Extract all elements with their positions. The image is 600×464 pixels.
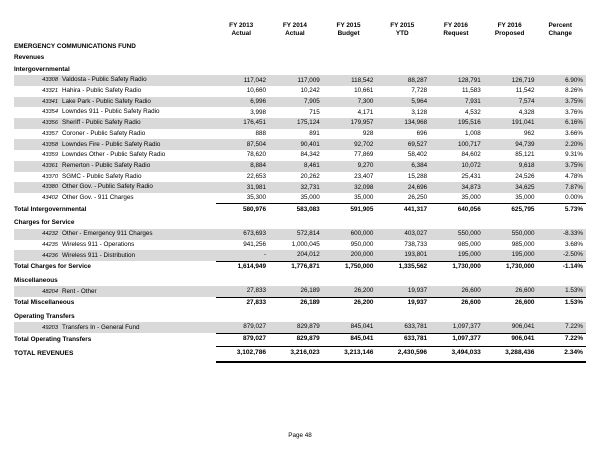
- section-header-row: [14, 310, 586, 322]
- cell-value: 100,717: [431, 139, 485, 150]
- cell-value: 4,171: [357, 108, 374, 116]
- cell-value: 1,730,000: [485, 261, 539, 274]
- cell-value: 906,041: [485, 322, 539, 333]
- cell-value: 441,317: [377, 204, 431, 217]
- cell-value: 4,328: [518, 108, 535, 116]
- header-line2: YTD: [395, 30, 409, 37]
- cell-value: 32,098: [324, 182, 378, 193]
- cell-value: 8,461: [270, 161, 324, 172]
- cell-value: 35,000: [515, 194, 535, 202]
- cell-value: 35,000: [354, 194, 374, 202]
- cell-value: 1,614,949: [216, 261, 270, 274]
- row-label: [14, 286, 216, 297]
- table-row: [14, 129, 586, 140]
- cell-value: 24,696: [377, 182, 431, 193]
- cell-value: 90,401: [270, 139, 324, 150]
- cell-value: 3,216,023: [270, 347, 324, 362]
- column-header-percent-change: [538, 22, 586, 41]
- section-total-label: Total Miscellaneous: [14, 299, 75, 307]
- cell-value: 88,287: [377, 75, 431, 86]
- cell-value: 985,000: [458, 240, 481, 248]
- budget-revenues-table: [14, 0, 586, 363]
- cell-value: 3,998: [250, 108, 267, 116]
- cell-value: 7,300: [324, 97, 378, 108]
- cell-value: 23,407: [354, 172, 374, 180]
- cell-value: 5,964: [377, 97, 431, 108]
- cell-value: 3,213,146: [324, 347, 378, 362]
- cell-percent-change: 3.68%: [565, 240, 583, 248]
- cell-value: 22,653: [246, 172, 267, 180]
- cell-value: 572,814: [270, 229, 324, 240]
- cell-value: 906,041: [485, 333, 539, 346]
- cell-value: 941,256: [243, 240, 267, 248]
- table-row: [14, 286, 586, 297]
- section-total-row: [14, 297, 586, 310]
- column-header-fy2015-ytd: [377, 22, 431, 41]
- cell-value: 10,242: [300, 87, 320, 95]
- table-row: [14, 229, 586, 240]
- cell-value: 26,189: [270, 297, 324, 310]
- cell-value: 845,041: [324, 333, 378, 346]
- cell-percent-change: -2.50%: [538, 250, 586, 261]
- table-row: [14, 86, 586, 97]
- cell-percent-change: 1.53%: [538, 297, 586, 310]
- account-description: Wireless 911 - Operations: [62, 240, 135, 248]
- account-code: 43341: [42, 98, 58, 105]
- cell-value: 10,660: [246, 87, 267, 95]
- header-line1: FY 2014: [282, 22, 307, 29]
- table-row: [14, 139, 586, 150]
- account-description: Lowndes 911 - Public Safety Radio: [62, 108, 160, 116]
- cell-value: 84,342: [300, 151, 320, 159]
- row-label: [14, 172, 216, 183]
- section-total-row: [14, 333, 586, 346]
- cell-value: 3,288,436: [485, 347, 539, 362]
- table-row: [14, 150, 586, 161]
- header-line1: FY 2015: [390, 22, 415, 29]
- cell-value: 633,781: [377, 322, 431, 333]
- account-code: 44232: [42, 231, 58, 238]
- cell-value: 9,618: [485, 161, 539, 172]
- table-row: [14, 75, 586, 86]
- cell-value: 19,937: [377, 297, 431, 310]
- account-code: 49203: [42, 324, 58, 331]
- section-total-row: [14, 261, 586, 274]
- cell-value: 928: [362, 130, 374, 138]
- cell-percent-change: 3.75%: [538, 161, 586, 172]
- cell-value: 26,600: [485, 286, 539, 297]
- account-code: 43358: [42, 141, 58, 148]
- cell-value: 1,097,377: [431, 333, 485, 346]
- grand-total-label: TOTAL REVENUES: [14, 349, 74, 357]
- cell-value: 195,000: [431, 250, 485, 261]
- row-label: [14, 107, 216, 118]
- row-label: [14, 75, 216, 86]
- cell-value: 7,931: [431, 97, 485, 108]
- cell-value: 26,250: [407, 194, 428, 202]
- column-header-fy2016-proposed: [485, 22, 539, 41]
- cell-value: 94,739: [485, 139, 539, 150]
- section-title: Charges for Service: [14, 219, 75, 227]
- cell-value: 204,012: [270, 250, 324, 261]
- section-total-label: Total Charges for Service: [14, 263, 91, 271]
- cell-value: 117,009: [270, 75, 324, 86]
- cell-value: 27,833: [216, 297, 270, 310]
- cell-value: 84,602: [461, 151, 481, 159]
- cell-value: 10,072: [431, 161, 485, 172]
- table-row: [14, 107, 586, 118]
- header-line2: Actual: [285, 30, 305, 37]
- cell-value: 191,041: [485, 118, 539, 129]
- cell-value: 1,097,377: [431, 322, 485, 333]
- cell-value: 1,776,871: [270, 261, 324, 274]
- cell-value: 845,041: [324, 322, 378, 333]
- account-description: Coroner - Public Safety Radio: [62, 129, 146, 137]
- cell-value: 580,976: [216, 204, 270, 217]
- cell-percent-change: 2.34%: [538, 347, 586, 362]
- cell-percent-change: 0.00%: [565, 194, 583, 202]
- cell-percent-change: 3.75%: [538, 97, 586, 108]
- account-code: 44236: [42, 252, 58, 259]
- cell-value: 3,128: [411, 108, 428, 116]
- cell-value: 591,905: [324, 204, 378, 217]
- row-label: [14, 322, 216, 333]
- section-header-row: [14, 63, 586, 75]
- header-line1: FY 2016: [497, 22, 522, 29]
- cell-value: 633,781: [377, 333, 431, 346]
- cell-value: 78,620: [246, 151, 267, 159]
- group-title: Revenues: [14, 53, 45, 61]
- section-total-row: [14, 204, 586, 217]
- row-label: [14, 182, 216, 193]
- cell-value: 126,719: [485, 75, 539, 86]
- cell-value: 829,879: [270, 322, 324, 333]
- account-description: Rent - Other: [62, 287, 97, 295]
- row-label: [14, 86, 216, 97]
- cell-value: 7,728: [411, 87, 428, 95]
- cell-value: 58,402: [407, 151, 428, 159]
- account-code: 43357: [42, 130, 58, 137]
- column-header-label: [14, 22, 216, 41]
- cell-value: 1,008: [465, 130, 481, 138]
- cell-value: 195,000: [485, 250, 539, 261]
- row-label: [14, 161, 216, 172]
- header-line1: FY 2016: [443, 22, 468, 29]
- cell-value: 673,693: [216, 229, 270, 240]
- header-line2: Change: [548, 30, 572, 37]
- header-line1: FY 2013: [229, 22, 254, 29]
- section-title: Intergovernmental: [14, 65, 70, 73]
- table-row: [14, 172, 586, 183]
- cell-value: 175,124: [270, 118, 324, 129]
- column-header-row: [14, 22, 586, 41]
- row-label: [14, 139, 216, 150]
- account-description: Lowndes Other - Public Safety Radio: [62, 151, 166, 159]
- table-row: [14, 250, 586, 261]
- cell-value: 118,542: [324, 75, 378, 86]
- cell-value: 550,000: [485, 229, 539, 240]
- cell-percent-change: 4.78%: [565, 172, 583, 180]
- cell-value: 26,600: [431, 297, 485, 310]
- cell-percent-change: 3.76%: [565, 108, 583, 116]
- column-header-fy2015-budget: [324, 22, 378, 41]
- account-code: 43354: [42, 109, 58, 116]
- top-margin-spacer: [14, 0, 586, 22]
- cell-percent-change: -1.14%: [538, 261, 586, 274]
- header-line1: FY 2015: [336, 22, 361, 29]
- account-description: Wireless 911 - Distribution: [62, 251, 136, 259]
- cell-value: 34,873: [431, 182, 485, 193]
- cell-percent-change: -8.33%: [538, 229, 586, 240]
- cell-value: 403,027: [377, 229, 431, 240]
- cell-value: 15,288: [407, 172, 428, 180]
- page-footer: [0, 432, 600, 439]
- cell-value: 600,000: [324, 229, 378, 240]
- table-row: [14, 322, 586, 333]
- cell-value: 35,000: [461, 194, 481, 202]
- cell-value: 69,527: [377, 139, 431, 150]
- section-title: Miscellaneous: [14, 276, 58, 284]
- cell-value: 24,526: [515, 172, 535, 180]
- cell-value: 25,431: [461, 172, 481, 180]
- cell-value: 26,189: [270, 286, 324, 297]
- cell-value: 9,270: [324, 161, 378, 172]
- cell-value: 32,731: [270, 182, 324, 193]
- cell-percent-change: 5.73%: [538, 204, 586, 217]
- cell-value: 550,000: [431, 229, 485, 240]
- cell-percent-change: 3.66%: [565, 130, 583, 138]
- cell-value: 738,733: [404, 240, 428, 248]
- cell-value: 3,494,033: [431, 347, 485, 362]
- cell-value: 1,335,562: [377, 261, 431, 274]
- table-body: [14, 41, 586, 362]
- cell-value: 8,884: [216, 161, 270, 172]
- table-row: [14, 182, 586, 193]
- cell-value: 829,879: [270, 333, 324, 346]
- account-code: 43361: [42, 162, 58, 169]
- cell-value: 10,661: [354, 87, 374, 95]
- cell-value: 195,516: [431, 118, 485, 129]
- cell-value: 879,027: [216, 322, 270, 333]
- account-code: 43321: [42, 88, 58, 95]
- cell-value: 85,121: [515, 151, 535, 159]
- account-description: Lowndes Fire - Public Safety Radio: [62, 140, 161, 148]
- account-code: 43308: [42, 77, 58, 84]
- column-header-fy2016-request: [431, 22, 485, 41]
- account-description: Lake Park - Public Safety Radio: [62, 97, 151, 105]
- account-code: 44235: [42, 241, 58, 248]
- cell-value: 3,102,786: [216, 347, 270, 362]
- row-label: [14, 129, 216, 140]
- cell-value: 92,702: [324, 139, 378, 150]
- group-title-row: [14, 53, 586, 64]
- cell-value: 7,905: [270, 97, 324, 108]
- account-code: 48204: [42, 288, 58, 295]
- cell-value: 26,600: [431, 286, 485, 297]
- cell-value: 696: [416, 130, 428, 138]
- cell-value: 128,791: [431, 75, 485, 86]
- cell-percent-change: 7.22%: [538, 322, 586, 333]
- cell-value: 2,430,596: [377, 347, 431, 362]
- cell-value: 200,000: [324, 250, 378, 261]
- cell-value: 4,532: [465, 108, 481, 116]
- cell-value: 583,083: [270, 204, 324, 217]
- cell-value: 879,027: [216, 333, 270, 346]
- cell-value: 134,968: [377, 118, 431, 129]
- cell-value: 34,625: [485, 182, 539, 193]
- account-code: 43356: [42, 120, 58, 127]
- cell-percent-change: 1.53%: [538, 286, 586, 297]
- table-row: [14, 118, 586, 129]
- header-line2: Budget: [337, 30, 360, 37]
- cell-value: 26,200: [324, 297, 378, 310]
- cell-value: 27,833: [216, 286, 270, 297]
- cell-percent-change: 7.22%: [538, 333, 586, 346]
- column-header-fy2014-actual: [270, 22, 324, 41]
- account-description: SGMC - Public Safety Radio: [62, 172, 142, 180]
- header-line1: Percent: [548, 22, 572, 29]
- account-code: 43359: [42, 152, 58, 159]
- row-label: [14, 97, 216, 108]
- cell-percent-change: 2.20%: [538, 139, 586, 150]
- row-label: [14, 118, 216, 129]
- row-label: [14, 193, 216, 204]
- account-description: Other Gov. - 911 Charges: [62, 194, 134, 202]
- section-header-row: [14, 217, 586, 229]
- cell-value: 20,262: [300, 172, 320, 180]
- fund-title: EMERGENCY COMMUNICATIONS FUND: [14, 43, 136, 50]
- cell-value: 11,542: [515, 87, 535, 95]
- account-description: Valdosta - Public Safety Radio: [62, 76, 147, 84]
- cell-value: 176,451: [216, 118, 270, 129]
- account-description: Hahira - Public Safety Radio: [62, 87, 142, 95]
- cell-value: 26,600: [485, 297, 539, 310]
- cell-value: 31,981: [216, 182, 270, 193]
- table-row: [14, 161, 586, 172]
- cell-value: 35,000: [300, 194, 320, 202]
- row-label: [14, 250, 216, 261]
- cell-value: 193,801: [377, 250, 431, 261]
- account-description: Remerton - Public Safety Radio: [62, 161, 151, 169]
- cell-percent-change: 9.31%: [565, 151, 583, 159]
- column-header-fy2013-actual: [216, 22, 270, 41]
- account-description: Other Gov. - Public Safety Radio: [62, 183, 153, 191]
- cell-value: 1,730,000: [431, 261, 485, 274]
- cell-value: 625,795: [485, 204, 539, 217]
- cell-value: 1,750,000: [324, 261, 378, 274]
- cell-value: 179,957: [324, 118, 378, 129]
- cell-value: 117,042: [216, 75, 270, 86]
- table-row: [14, 193, 586, 204]
- cell-value: 77,869: [354, 151, 374, 159]
- cell-value: 888: [255, 130, 267, 138]
- row-label: [14, 229, 216, 240]
- account-description: Sheriff - Public Safety Radio: [62, 119, 141, 127]
- header-line2: Request: [443, 30, 469, 37]
- row-label: [14, 240, 216, 251]
- account-code: 43370: [42, 173, 58, 180]
- cell-value: 1,000,045: [291, 240, 320, 248]
- account-description: Transfers In - General Fund: [62, 323, 140, 331]
- cell-value: 11,583: [462, 87, 481, 95]
- cell-value: 715: [309, 108, 320, 116]
- cell-value: 26,200: [324, 286, 378, 297]
- table-row: [14, 240, 586, 251]
- cell-value: 640,056: [431, 204, 485, 217]
- header-line2: Actual: [231, 30, 251, 37]
- grand-total-row: [14, 347, 586, 362]
- cell-percent-change: 8.26%: [565, 87, 583, 95]
- cell-value: 985,000: [511, 240, 535, 248]
- cell-value: 962: [523, 130, 535, 138]
- table-row: [14, 97, 586, 108]
- cell-value: 19,937: [377, 286, 431, 297]
- section-total-label: Total Operating Transfers: [14, 335, 92, 343]
- cell-value: 950,000: [350, 240, 374, 248]
- cell-value: 87,504: [216, 139, 270, 150]
- account-description: Other - Emergency 911 Charges: [62, 230, 153, 238]
- account-code: 43380: [42, 184, 58, 191]
- cell-value: 6,384: [377, 161, 431, 172]
- section-total-label: Total Intergovernmental: [14, 205, 87, 213]
- row-label: [14, 150, 216, 161]
- cell-value: 7,574: [485, 97, 539, 108]
- cell-value: 891: [309, 130, 320, 138]
- cell-percent-change: 6.16%: [538, 118, 586, 129]
- cell-value: -: [216, 250, 270, 261]
- section-header-row: [14, 274, 586, 286]
- account-code: 43402: [42, 195, 58, 202]
- section-title: Operating Transfers: [14, 312, 75, 320]
- cell-percent-change: 7.87%: [538, 182, 586, 193]
- fund-title-row: [14, 41, 586, 53]
- page-number-label: Page 48: [288, 432, 312, 439]
- cell-value: 6,996: [216, 97, 270, 108]
- cell-percent-change: 6.90%: [538, 75, 586, 86]
- header-line2: Proposed: [494, 30, 525, 37]
- table-header: [14, 0, 586, 41]
- cell-value: 35,300: [246, 194, 267, 202]
